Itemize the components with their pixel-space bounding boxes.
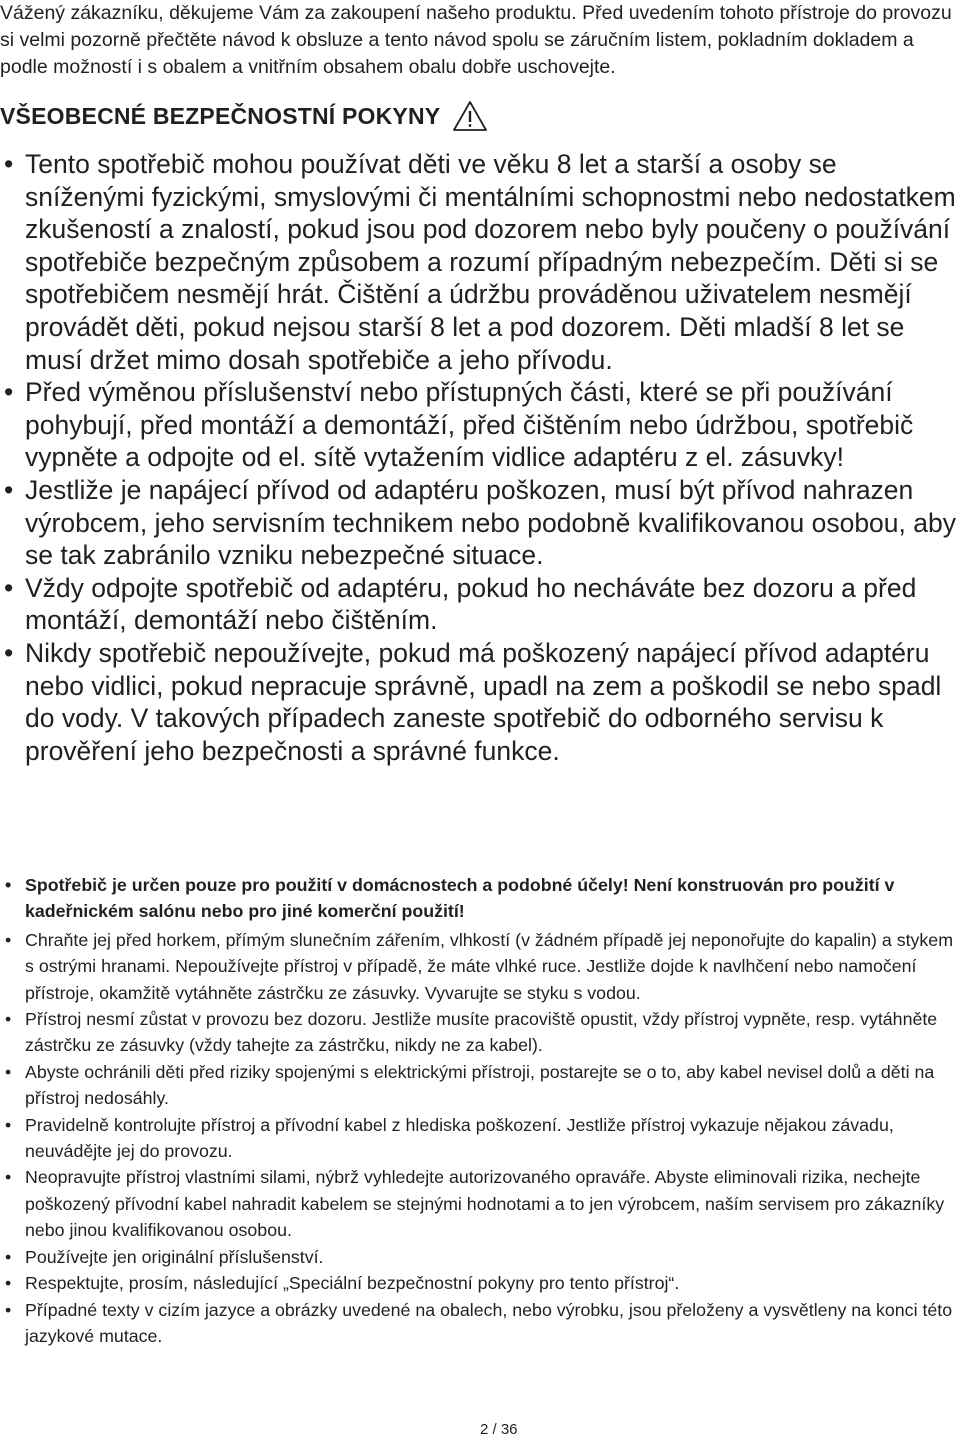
- list-item: [0, 1112, 960, 1165]
- list-item-text: Případné texty v cizím jazyce a obrázky uvedené na obalech, nebo výrobku, jsou přeloženy a vysvětleny na konci této jazykové mutace.: [25, 1299, 953, 1346]
- page-number: 2 / 36: [480, 1421, 518, 1438]
- bullet-icon: •: [4, 149, 14, 179]
- list-item: [0, 474, 960, 572]
- list-item: [0, 1006, 960, 1059]
- list-item-text: Spotřebič je určen pouze pro použití v domácnostech a podobné účely! Není konstruován pro použití v kadeřnickém salónu nebo pro jiné komerční použití!: [25, 875, 895, 922]
- list-item: [0, 1164, 960, 1243]
- bullet-icon: •: [5, 1009, 12, 1030]
- bullet-icon: •: [5, 1273, 12, 1294]
- list-item-text: Jestliže je napájecí přívod od adaptéru poškozen, musí být přívod nahrazen výrobcem, jeho servisním technikem nebo podobně kvalifikovanou osobou, aby se tak zabránilo vzniku nebezpečné situace.: [25, 474, 956, 571]
- list-item: [0, 376, 960, 474]
- bullet-icon: •: [5, 1299, 12, 1320]
- list-item-text: Přístroj nesmí zůstat v provozu bez dozoru. Jestliže musíte pracoviště opustit, vždy přístroj vypněte, resp. vytáhněte zástrčku ze zásuvky (vždy tahejte za zástrčku, nikdy ne za kabel).: [25, 1009, 938, 1056]
- bullet-icon: •: [5, 875, 12, 895]
- bullet-icon: •: [5, 1167, 12, 1188]
- list-item: [0, 927, 960, 1006]
- list-item-bold: [0, 872, 960, 925]
- primary-safety-list: [0, 148, 960, 767]
- list-item-text: Vždy odpojte spotřebič od adaptéru, pokud ho necháváte bez dozoru a před montáží, demontáží nebo čištěním.: [25, 572, 917, 636]
- list-item-text: Abyste ochránili děti před riziky spojenými s elektrickými přístroji, postarejte se o to, aby kabel nevisel dolů a děti na přístroj nedosáhly.: [25, 1061, 935, 1109]
- list-item-text: Pravidelně kontrolujte přístroj a přívodní kabel z hlediska poškození. Jestliže přístroj vykazuje nějakou závadu, neuvádějte jej do provozu.: [25, 1114, 894, 1162]
- bullet-icon: •: [4, 637, 14, 668]
- list-item-text: Chraňte jej před horkem, přímým slunečním zářením, vlhkostí (v žádném případě jej neponořujte do kapalin) a stykem s ostrými hranami. Nepoužívejte přístroj v případě, že máte vlhké ruce. Jestliže dojde k navlhčení nebo namočení přístroje, okamžitě vytáhněte zástrčku ze zásuvky. Vyvarujte se styku s vodou.: [25, 929, 954, 1003]
- safety-heading: VŠEOBECNÉ BEZPEČNOSTNÍ POKYNY: [0, 102, 441, 129]
- list-item-text: Používejte jen originální příslušenství.: [25, 1246, 324, 1267]
- list-item: [0, 148, 960, 376]
- warning-triangle-icon: [452, 100, 488, 132]
- bullet-icon: •: [4, 572, 14, 603]
- bullet-icon: •: [5, 1114, 12, 1135]
- intro-paragraph: Vážený zákazníku, děkujeme Vám za zakoupení našeho produktu. Před uvedením tohoto přístroje do provozu si velmi pozorně přečtěte návod k obsluze a tento návod spolu se záručním listem, pokladním dokladem a podle možností i s obalem a vnitřním obsahem obalu dobře uschovejte.: [0, 2, 952, 78]
- list-item: [0, 1270, 960, 1296]
- list-item: [0, 1244, 960, 1270]
- list-item: [0, 1297, 960, 1350]
- bullet-icon: •: [4, 474, 14, 505]
- bullet-icon: •: [5, 1061, 12, 1082]
- list-item: [0, 572, 960, 637]
- list-item-text: Před výměnou příslušenství nebo přístupných části, které se při používání pohybují, před montáží a demontáží, před čištěním nebo údržbou, spotřebič vypněte a odpojte od el. sítě vytažením vidlice adaptéru z el. zásuvky!: [25, 377, 914, 473]
- bullet-icon: •: [4, 377, 14, 408]
- safety-heading-row: [0, 96, 488, 136]
- list-item-text: Tento spotřebič mohou používat děti ve věku 8 let a starší a osoby se sníženými fyzickými, smyslovými či mentálními schopnostmi nebo nedostatkem zkušeností a znalostí, pokud jsou pod dozorem nebo byly poučeny o používání spotřebiče bezpečným způsobem a rozumí případným nebezpečím. Děti si se spotřebičem nesmějí hrát. Čištění a údržbu prováděnou uživatelem nesmějí provádět děti, pokud nejsou starší 8 let a pod dozorem. Děti mladší 8 let se musí držet mimo dosah spotřebiče a jeho přívodu.: [25, 149, 956, 375]
- list-item: [0, 1059, 960, 1112]
- bullet-icon: •: [5, 929, 12, 950]
- list-item-text: Neopravujte přístroj vlastními silami, nýbrž vyhledejte autorizovaného opraváře. Abyste eliminovali rizika, nechejte poškozený přívodní kabel nahradit kabelem se stejnými hodnotami a to jen výrobcem, naším servisem pro zákazníky nebo jinou kvalifikovanou osobou.: [25, 1167, 945, 1241]
- bullet-icon: •: [5, 1246, 12, 1267]
- list-item-text: Nikdy spotřebič nepoužívejte, pokud má poškozený napájecí přívod adaptéru nebo vidlici, pokud nepracuje správně, upadl na zem a poškodil se nebo spadl do vody. V takových případech zaneste spotřebič do odborného servisu k prověření jeho bezpečnosti a správné funkce.: [25, 637, 942, 766]
- secondary-safety-list: [0, 872, 960, 1349]
- list-item-text: Respektujte, prosím, následující „Speciální bezpečnostní pokyny pro tento přístroj“.: [25, 1273, 680, 1294]
- list-item: [0, 637, 960, 767]
